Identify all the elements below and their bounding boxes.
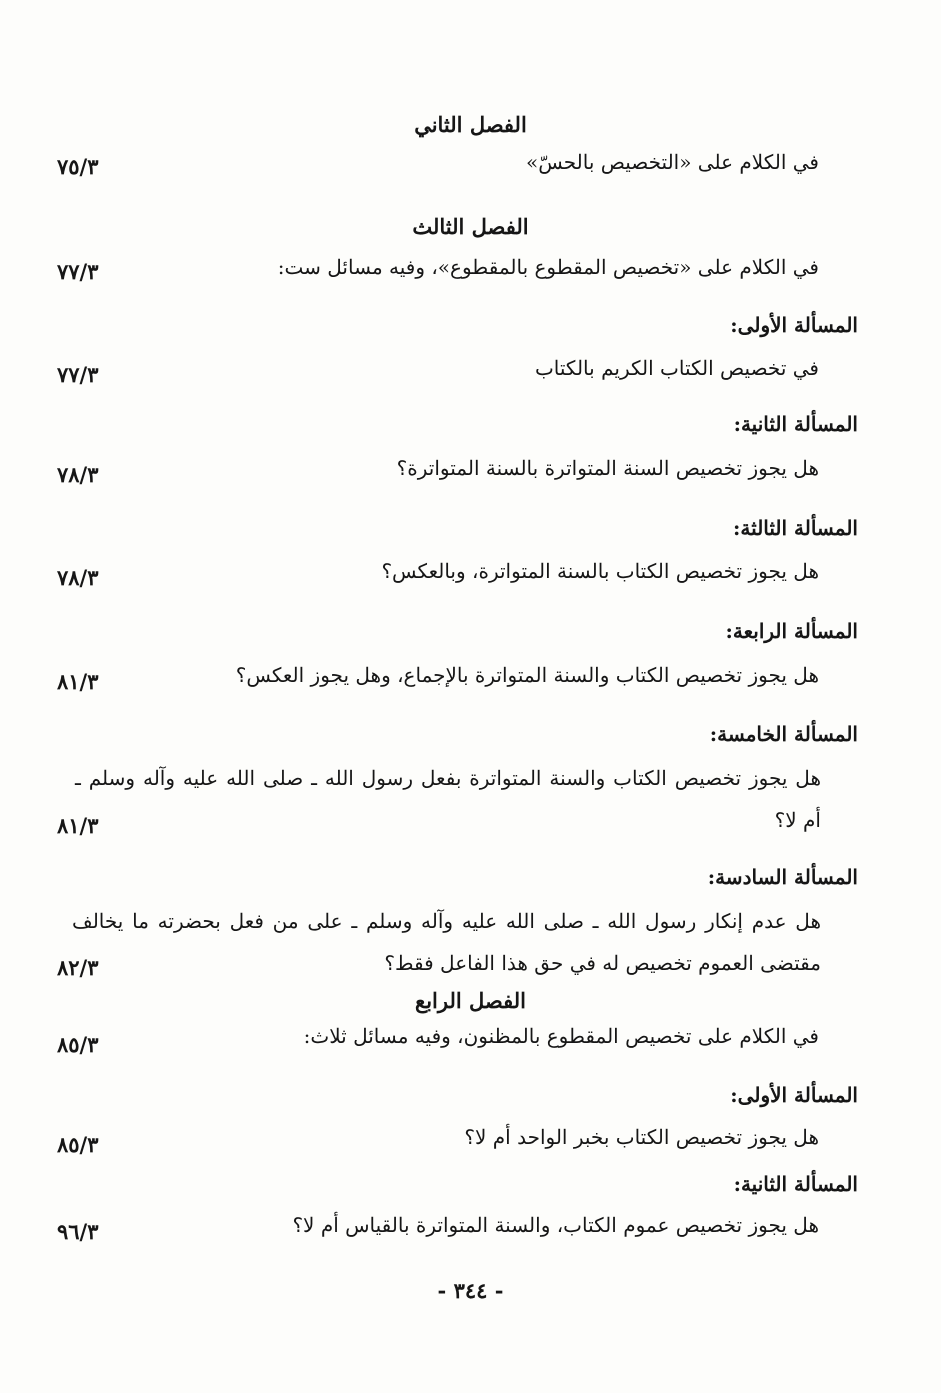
chapter-heading-2: الفصل الثاني [414,112,527,137]
issue-text: هل عدم إنكار رسول الله ـ صلى الله عليه وآله وسلم ـ على من فعل بحضرته ما يخالف مقتضى العموم تخصيص له في حق هذا الفاعل فقط؟ [72,909,821,975]
page-ref: ٨٢/٣ [57,955,99,980]
issue-label: المسألة الثانية: [733,1172,858,1196]
issue-text: هل يجوز تخصيص الكتاب والسنة المتواترة بفعل رسول الله ـ صلى الله عليه وآله وسلم ـ أم لا؟ [75,766,821,832]
page-number: - ٣٤٤ - [437,1278,504,1303]
issue-text: هل يجوز تخصيص السنة المتواترة بالسنة المتواترة؟ [396,456,819,480]
issue-text: هل يجوز تخصيص عموم الكتاب، والسنة المتواترة بالقياس أم لا؟ [292,1213,819,1237]
issue-text: هل يجوز تخصيص الكتاب بالسنة المتواترة، وبالعكس؟ [381,559,819,583]
issue-text: هل يجوز تخصيص الكتاب والسنة المتواترة بالإجماع، وهل يجوز العكس؟ [235,663,819,687]
issue-label: المسألة الأولى: [730,1083,858,1107]
chapter-title-3: في الكلام على «تخصيص المقطوع بالمقطوع»، وفيه مسائل ست: [277,255,819,279]
page-ref: ٧٥/٣ [57,154,99,179]
page-ref: ٧٨/٣ [57,462,99,487]
chapter-heading-4: الفصل الرابع [415,988,526,1013]
page-ref: ٧٧/٣ [57,362,99,387]
issue-label: المسألة الثالثة: [733,516,858,540]
chapter-title-2: في الكلام على «التخصيص بالحسّ» [525,150,819,174]
page-ref: ٨١/٣ [57,669,99,694]
issue-text: هل يجوز تخصيص الكتاب بخبر الواحد أم لا؟ [464,1125,819,1149]
page-ref: ٨١/٣ [57,813,99,838]
issue-label: المسألة السادسة: [707,865,858,889]
page-ref: ٩٦/٣ [57,1219,99,1244]
issue-label: المسألة الرابعة: [725,619,858,643]
chapter-title-4: في الكلام على تخصيص المقطوع بالمظنون، وفيه مسائل ثلاث: [303,1024,819,1048]
chapter-heading-3: الفصل الثالث [412,214,529,239]
issue-label: المسألة الثانية: [733,412,858,436]
issue-label: المسألة الخامسة: [709,722,858,746]
page-ref: ٧٧/٣ [57,259,99,284]
page-ref: ٨٥/٣ [57,1132,99,1157]
page-ref: ٨٥/٣ [57,1032,99,1057]
page-ref: ٧٨/٣ [57,565,99,590]
issue-label: المسألة الأولى: [730,313,858,337]
issue-text: في تخصيص الكتاب الكريم بالكتاب [534,356,819,380]
